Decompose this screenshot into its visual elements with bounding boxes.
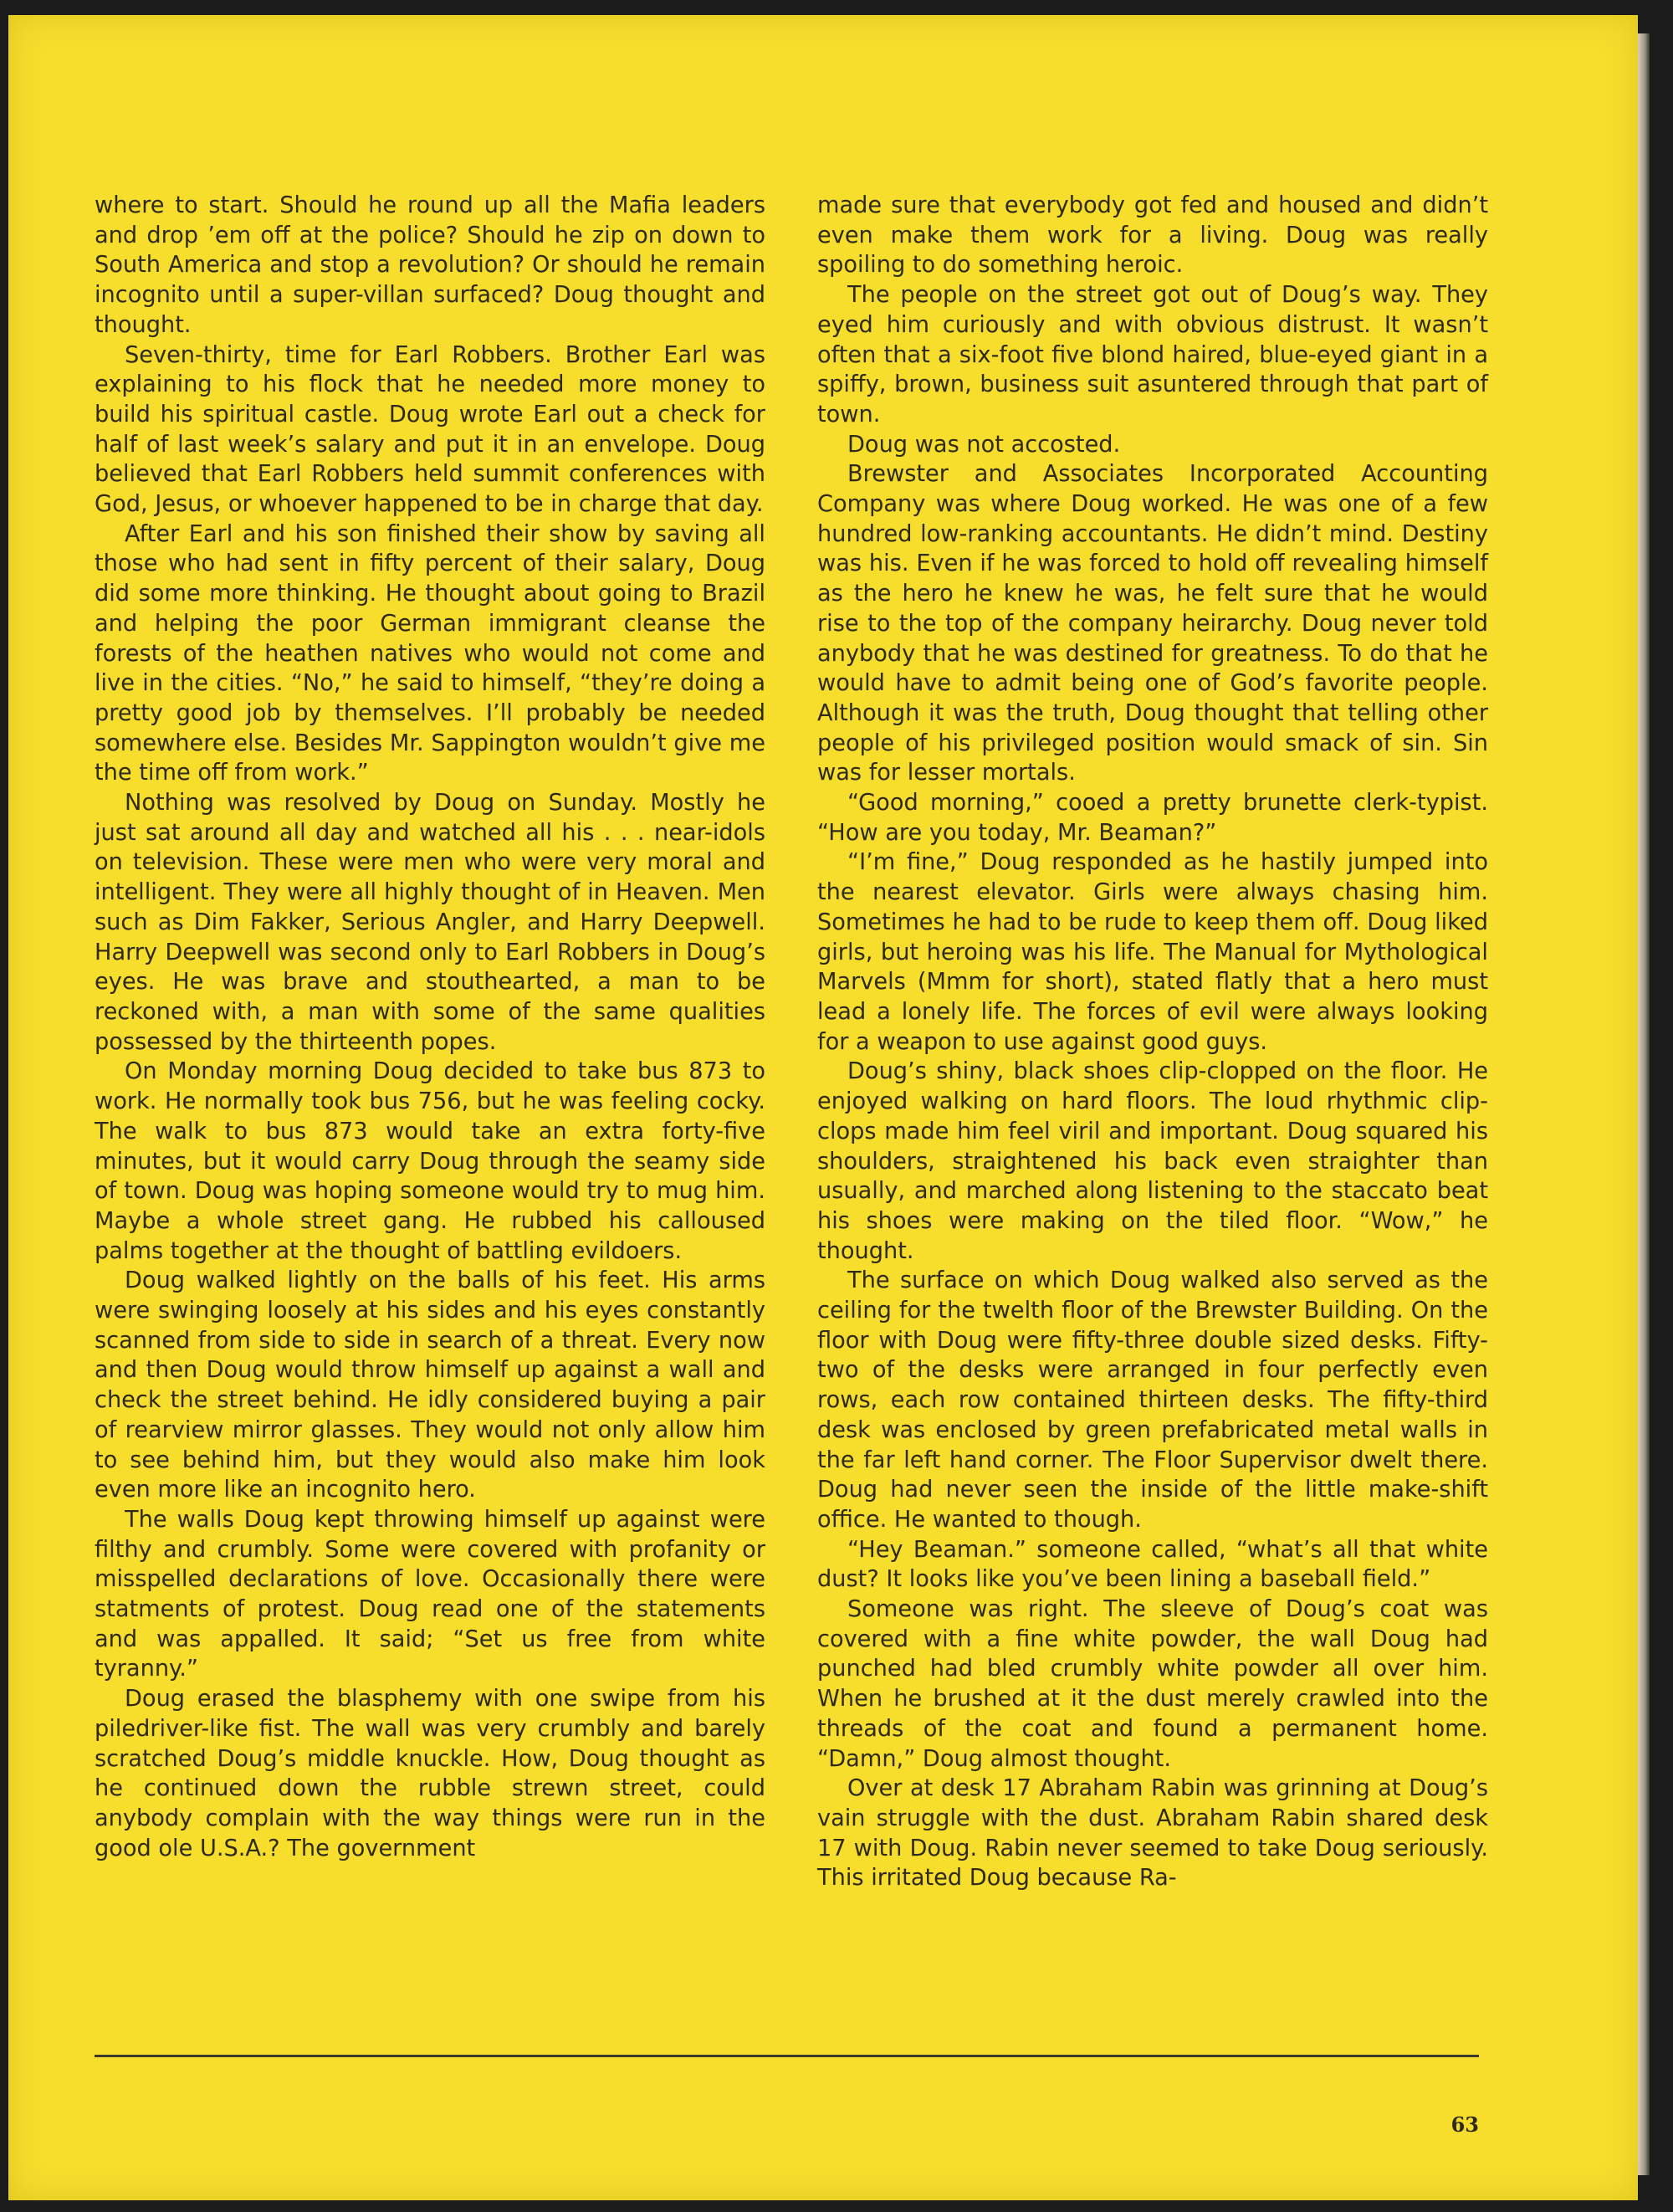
magazine-page: [8, 15, 1638, 2200]
paragraph: Nothing was resolved by Doug on Sunday. Mostly he just sat around all day and watched all his . . . near-idols on television. These were men who were very moral and intelligent. They were all highly thought of in Heaven. Men such as Dim Fakker, Serious Angler, and Harry Deepwell. Harry Deepwell was second only to Earl Robbers in Doug’s eyes. He was brave and stouthearted, a man to be reckoned with, a man with some of the same qualities possessed by the thirteenth popes.: [95, 790, 765, 1055]
paragraph: After Earl and his son finished their show by saving all those who had sent in fifty percent of their salary, Doug did some more thinking. He thought about going to Brazil and helping the poor German immigrant cleanse the forests of the heathen natives who would not come and live in the cities. “No,” he said to himself, “they’re doing a pretty good job by themselves. I’ll probably be needed somewhere else. Besides Mr. Sappington wouldn’t give me the time off from work.”: [95, 520, 765, 786]
paragraph: where to start. Should he round up all the Mafia leaders and drop ’em off at the police? Should he zip on down to South America and stop a revolution? Or should he remain incognito until a super-villan surfaced? Doug thought and thought.: [95, 192, 765, 338]
page-number: 63: [1450, 2112, 1479, 2137]
footer-rule: [95, 2055, 1479, 2057]
page-edge: [1638, 33, 1650, 2175]
paragraph: On Monday morning Doug decided to take bus 873 to work. He normally took bus 756, but he was feeling cocky. The walk to bus 873 would take an extra forty-five minutes, but it would carry Doug through the seamy side of town. Doug was hoping someone would try to mug him. Maybe a whole street gang. He rubbed his calloused palms together at the thought of battling evildoers.: [95, 1058, 765, 1264]
paragraph: Doug was not accosted.: [847, 431, 1121, 458]
paragraph: Someone was right. The sleeve of Doug’s coat was covered with a fine white powder, the wall Doug had punched had bled crumbly white powder all over him. When he brushed at it the dust merely crawled into the threads of the coat and found a permanent home. “Damn,” Doug almost thought.: [817, 1596, 1488, 1772]
paragraph: Doug’s shiny, black shoes clip-clopped on the floor. He enjoyed walking on hard floors. The loud rhythmic clip-clops made him feel viril and important. Doug squared his shoulders, straightened his back even straighter than usually, and marched along listening to the staccato beat his shoes were making on the tiled floor. “Wow,” he thought.: [817, 1058, 1488, 1264]
paragraph: made sure that everybody got fed and housed and didn’t even make them work for a living. Doug was really spoiling to do something heroic.: [817, 192, 1488, 279]
paragraph: The surface on which Doug walked also served as the ceiling for the twelth floor of the Brewster Building. On the floor with Doug were fifty-three double sized desks. Fifty-two of the desks were arranged in four perfectly even rows, each row contained thirteen desks. The fifty-third desk was enclosed by green prefabricated metal walls in the far left hand corner. The Floor Supervisor dwelt there. Doug had never seen the inside of the little make-shift office. He wanted to though.: [817, 1267, 1488, 1533]
paragraph: “Good morning,” cooed a pretty brunette clerk-typist. “How are you today, Mr. Beaman?”: [817, 790, 1488, 846]
paragraph: Brewster and Associates Incorporated Accounting Company was where Doug worked. He was one of a few hundred low-ranking accountants. He didn’t mind. Destiny was his. Even if he was forced to hold off revealing himself as the hero he knew he was, he felt sure that he would rise to the top of the company heirarchy. Doug never told anybody that he was destined for greatness. To do that he would have to admit being one of God’s favorite people. Although it was the truth, Doug thought that telling other people of his privileged position would smack of sin. Sin was for lesser mortals.: [817, 461, 1488, 786]
left-text-column: [95, 191, 765, 1863]
paragraph: Seven-thirty, time for Earl Robbers. Brother Earl was explaining to his flock that he needed more money to build his spiritual castle. Doug wrote Earl out a check for half of last week’s salary and put it in an envelope. Doug believed that Earl Robbers held summit conferences with God, Jesus, or whoever happened to be in charge that day.: [95, 341, 765, 518]
paragraph: Doug walked lightly on the balls of his feet. His arms were swinging loosely at his sides and his eyes constantly scanned from side to side in search of a threat. Every now and then Doug would throw himself up against a wall and check the street behind. He idly considered buying a pair of rearview mirror glasses. They would not only allow him to see behind him, but they would also make him look even more like an incognito hero.: [95, 1267, 765, 1503]
paragraph: Over at desk 17 Abraham Rabin was grinning at Doug’s vain struggle with the dust. Abraham Rabin shared desk 17 with Doug. Rabin never seemed to take Doug seriously. This irritated Doug because Ra-: [817, 1775, 1488, 1892]
paragraph: The walls Doug kept throwing himself up against were filthy and crumbly. Some were covered with profanity or misspelled declarations of love. Occasionally there were statments of protest. Doug read one of the statements and was appalled. It said; “Set us free from white tyranny.”: [95, 1506, 765, 1682]
right-text-column: [817, 191, 1488, 1893]
paragraph: “Hey Beaman.” someone called, “what’s all that white dust? It looks like you’ve been lining a baseball field.”: [817, 1536, 1488, 1593]
paragraph: The people on the street got out of Doug’s way. They eyed him curiously and with obvious distrust. It wasn’t often that a six-foot five blond haired, blue-eyed giant in a spiffy, brown, business suit asuntered through that part of town.: [817, 282, 1488, 428]
paragraph: “I’m fine,” Doug responded as he hastily jumped into the nearest elevator. Girls were always chasing him. Sometimes he had to be rude to keep them off. Doug liked girls, but heroing was his life. The Manual for Mythological Marvels (Mmm for short), stated flatly that a hero must lead a lonely life. The forces of evil were always looking for a weapon to use against good guys.: [817, 849, 1488, 1055]
paragraph: Doug erased the blasphemy with one swipe from his piledriver-like fist. The wall was very crumbly and barely scratched Doug’s middle knuckle. How, Doug thought as he continued down the rubble strewn street, could anybody complain with the way things were run in the good ole U.S.A.? The government: [95, 1686, 765, 1861]
